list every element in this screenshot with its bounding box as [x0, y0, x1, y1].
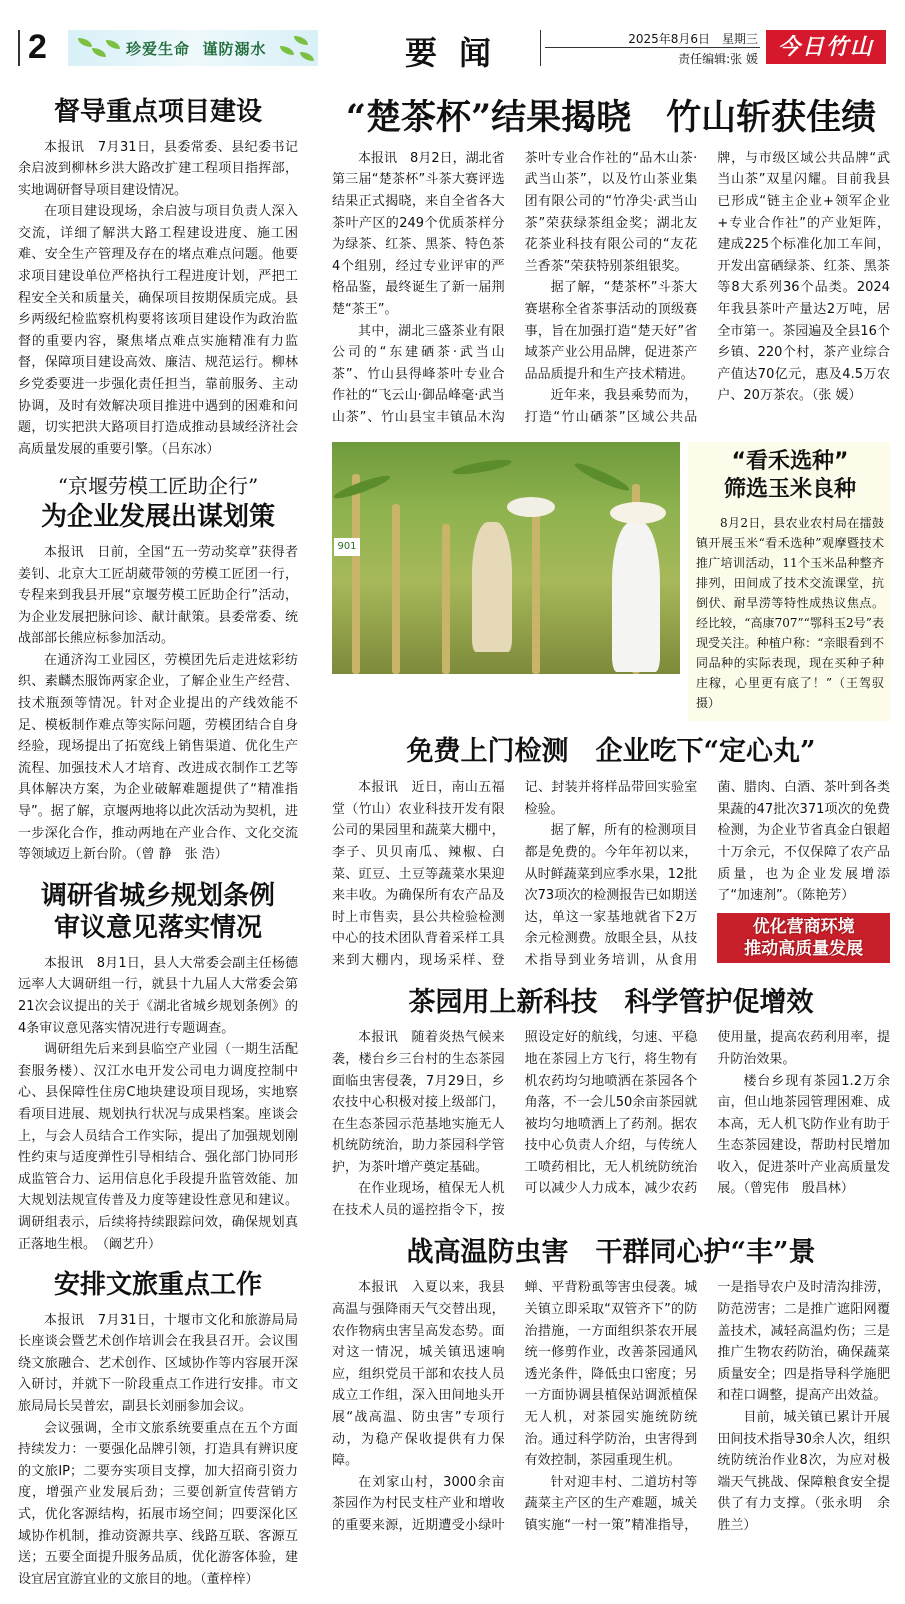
article-body — [332, 1027, 890, 1221]
corn-stalk — [352, 474, 360, 674]
article-paragraph: 在刘家山村，3000余亩茶园作为村民支柱产业和增收的重要来源，近期遭受小绿叶蝉、平背粉虱等害虫侵袭。城关镇立即采取“双管齐下”的防治措施，一方面组织茶农开展统一修剪作业，改善茶园通风透光条件，降低虫口密度；另一方面协调县植保站调派植保无人机，对茶园实施统防统治。通过科学防治，虫害得到有效控制，茶园重现生机。 — [332, 1280, 698, 1533]
article-headline: 茶园用上新科技 科学管护促增效 — [408, 986, 814, 1018]
corn-stalk — [442, 524, 450, 674]
lead-headline: “楚茶杯”结果揭晓 竹山斩获佳绩 — [345, 97, 877, 138]
article-paragraph: 本报讯 随着炎热气候来袭，楼台乡三台村的生态茶园面临虫害侵袭，7月29日，乡农技中心积极对接上级部门，在生态茶园示范基地实施无人机统防统治，助力茶园科学管护，为茶叶增产奠定基础。 — [332, 1030, 505, 1175]
corn-stalk — [392, 504, 400, 674]
article — [332, 735, 890, 971]
corn-leaf — [452, 457, 513, 477]
article-paragraph: 其中，湖北三盛茶业有限公司的“东建硒茶·武当山茶”、竹山县得峰茶叶专业合作社的“飞云山·御品峰毫·武当山茶”、竹山县宝丰镇品木沟茶叶专业合作社的“品木山茶·武当山茶”，以及竹山茶业集团有限公司的“竹净尖·武当山茶”荣获绿茶组金奖；湖北友花茶业科技有限公司的“友花兰香茶”荣获特别茶组银奖。 — [332, 150, 698, 425]
article — [18, 96, 298, 460]
article-body — [18, 1310, 298, 1591]
photo-title-line1: “看禾选种” — [731, 449, 849, 475]
article — [18, 880, 298, 1255]
safety-banner — [68, 30, 318, 66]
photo-caption: 8月2日，县农业农村局在擂鼓镇开展玉米“看禾选种”观摩暨技术推广培训活动，11个玉米品种整齐排列，田间成了技术交流课堂，抗倒伏、耐旱涝等特性成热议焦点。经比较，“高康707”“鄂科玉2号”表现受关注。种植户称：“亲眼看到不同品种的实际表现，现在买种子种庄稼，心里更有底了！”（王驾驭 摄） — [696, 516, 897, 711]
article-paragraph: 会议强调，全市文旅系统要重点在五个方面持续发力：一要强化品牌引领，打造具有辨识度的文旅IP；二要夯实项目支撑，加大招商引资力度，增强产业发展后劲；三要创新宣传营销方式，优化客源结构，拓展市场空间；四要深化区域协作机制，推动资源共享、线路互联、客源互送；五要全面提升服务品质，优化游客体验，建设宜居宜游宜业的文旅目的地。（董梓梓） — [18, 1420, 298, 1587]
article-headline: 免费上门检测 企业吃下“定心丸” — [406, 736, 816, 768]
article-body — [332, 148, 890, 429]
editor-credit: 责任编辑:张 媛 — [678, 52, 758, 66]
article-body — [332, 1277, 890, 1536]
issue-date: 2025年8月6日 星期三 — [628, 32, 758, 46]
person-figure — [612, 522, 660, 672]
article — [332, 986, 890, 1222]
article-body — [18, 953, 298, 1255]
article-paragraph: 调研组先后来到县临空产业园（一期生活配套服务楼）、汉江水电开发公司电力调度控制中心、县保障性住房C地块建设项目现场，实地察看项目进展、规划执行状况与成果档案。座谈会上，与会人员结合工作实际，提出了加强规划刚性约束与适度弹性引导相结合、强化部门协同形成监管合力、运用信息化手段提升监管效能、加大规划法规宣传普及力度等建设性意见和建议。调研组表示，后续将持续跟踪问效，确保规划真正落地生根。 （阚艺升） — [18, 1042, 298, 1252]
article-paragraph: 近年来，我县乘势而为，打造“竹山硒茶”区域公共品牌，与市级区域公共品牌“武当山茶”双星闪耀。目前我县已形成“链主企业+领军企业+专业合作社”的产业矩阵，建成225个标准化加工车间，开发出富硒绿茶、红茶、黑茶等8大系列36个品类。2024年我县茶叶产量达2万吨，居全市第一。茶园遍及全县16个乡镇、220个村，茶产业综合产值达70亿元，惠及4.5万农户、20万茶农。（张 媛） — [524, 150, 890, 425]
leaf-icon — [78, 38, 92, 47]
leaf-icon — [106, 40, 120, 49]
article-paragraph: 本报讯 7月31日，十堰市文化和旅游局局长座谈会暨艺术创作培训会在我县召开。会议围绕文旅融合、艺术创作、区域协作等内容展开深入研讨，并就下一阶段重点工作进行安排。市文旅局局长吴普宏，副县长刘丽参加会议。 — [18, 1312, 298, 1414]
article-paragraph: 据了解，所有的检测项目都是免费的。今年年初以来，从时鲜蔬菜到应季水果，12批次73项次的检测报告已如期送达，单这一家基地就省下2万余元检测费。放眼全县，从技术指导到业务培训，从食用菌、腊肉、白酒、茶叶到各类果蔬的47批次371项次的免费检测，为企业节省真金白银超十万余元，不仅保障了农产品质量，也为企业发展增添了“加速剂”。（陈艳芳） — [524, 780, 890, 968]
photo-story — [332, 442, 897, 721]
article-body — [18, 137, 298, 461]
leaf-icon — [280, 46, 294, 55]
lead-article — [332, 96, 890, 428]
corn-stalk — [532, 514, 540, 674]
article-paragraph: 本报讯 入夏以来，我县高温与强降雨天气交替出现，农作物病虫害呈高发态势。面对这一情况，城关镇迅速响应，组织党员干部和农技人员成立工作组，深入田间地头开展“战高温、防虫害”专项行动，为稳产保收提供有力保障。 — [332, 1280, 505, 1469]
article-paragraph: 在作业现场，植保无人机在技术人员的遥控指令下，按照设定好的航线，匀速、平稳地在茶园上方飞行，将生物有机农药均匀地喷洒在茶园各个角落，不一会儿50余亩茶园就被均匀地喷洒上了药剂。据农技中心负责人介绍，与传统人工喷药相比，无人机统防统治可以减少人力成本，减少农药使用量，提高农药利用率，提升防治效果。 — [332, 1030, 890, 1219]
article-headline-line2: 审议意见落实情况 — [53, 913, 262, 944]
article-paragraph: 本报讯 8月1日，县人大常委会副主任杨德远率人大调研组一行，就县十九届人大常委会第21次会议提出的关于《湖北省城乡规划条例》的4条审议意见落实情况进行专题调查。 — [18, 955, 298, 1036]
article — [18, 474, 298, 865]
leaf-icon — [300, 52, 314, 61]
article-headline-line1: 调研省城乡规划条例 — [40, 880, 275, 911]
article-headline: 督导重点项目建设 — [53, 97, 262, 127]
article — [332, 1236, 890, 1537]
article-paragraph: 目前，城关镇已累计开展田间技术指导30余人次，组织统防统治作业8次，为应对极端天气挑战、保障粮食安全提供了有力支撑。（张永明 余胜兰） — [717, 1409, 890, 1533]
article-paragraph: 楼台乡现有茶园1.2万余亩，但山地茶园管理困难、成本高，无人机飞防作业有助于生态茶园建设，帮助村民增加收入，促进茶叶产业高质量发展。（曾宪伟 殷昌林） — [717, 1073, 890, 1197]
divider — [540, 30, 541, 66]
corn-leaf — [573, 460, 632, 494]
promo-line2: 推动高质量发展 — [744, 938, 864, 959]
person-figure — [472, 522, 512, 652]
article-paragraph: 据了解，“楚茶杯”斗茶大赛堪称全省茶事活动的顶级赛事，旨在加强打造“楚天好”省域茶产业公用品牌，促进茶产品品质提升和生产技术精进。 — [524, 280, 698, 382]
leaf-icon — [92, 48, 106, 57]
newspaper-logo: 今日竹山 — [766, 30, 886, 64]
variety-sign: 901 — [334, 538, 360, 556]
photo-title-line2: 筛选玉米良种 — [723, 476, 856, 502]
straw-hat — [610, 502, 666, 524]
article-headline: 安排文旅重点工作 — [53, 1270, 262, 1301]
leaf-icon — [294, 36, 308, 45]
left-column — [18, 96, 298, 1604]
article-paragraph: 本报讯 近日，南山五福堂（竹山）农业科技开发有限公司的果园里和蔬菜大棚中，李子、贝贝南瓜、辣椒、白菜、豇豆、土豆等蔬菜水果迎来丰收。为确保所有农产品及时上市售卖，县公共检验检测中心的技术团队背着采样工具来到大棚内，现场采样、登记、封装并将样品带回实验室检验。 — [332, 780, 698, 968]
page-number: 2 — [28, 28, 47, 66]
article-paragraph: 本报讯 8月2日，湖北省第三届“楚茶杯”斗茶大赛评选结果正式揭晓，来自全省各大茶叶产区的249个优质茶样分为绿茶、红茶、黑茶、特色茶4个组别，经过专业评审的严格品鉴，最终诞生了新一届荆楚“茶王”。 — [332, 150, 505, 317]
masthead-divider — [18, 30, 20, 66]
article-paragraph: 本报讯 日前，全国“五一劳动奖章”获得者姜钊、北京大工匠胡葳带领的劳模工匠团一行，专程来到我县开展“京堰劳模工匠助企行”活动，为企业发展把脉问诊、献计献策。县委常委、统战部部长熊应标参加活动。 — [18, 544, 298, 647]
article-paragraph: 本报讯 7月31日，县委常委、县纪委书记余启波到柳林乡洪大路改扩建工程项目指挥部，实地调研督导项目建设情况。 — [18, 139, 298, 198]
straw-hat — [507, 497, 555, 517]
banner-text: 珍爱生命 谨防溺水 — [126, 40, 267, 58]
article-subtitle: “京堰劳模工匠助企行” — [57, 474, 259, 499]
divider — [545, 47, 760, 48]
article-headline: 为企业发展出谋划策 — [40, 502, 275, 533]
section-title: 要闻 — [405, 34, 514, 72]
article — [18, 1269, 298, 1590]
article-paragraph: 在通济沟工业园区，劳模团先后走进炫彩纺织、素麟杰服饰两家企业，了解企业生产经营、技术瓶颈等情况。针对企业提出的产线效能不足、模板制作难点等实际问题，劳模团结合自身经验，现场提出了拓宽线上销售渠道、优化生产流程、加强技术人才培育、改进成衣制作工艺等具体解决方案，为企业破解难题提供了“精准指导”。据了解，京堰两地将以此次活动为契机，进一步深化合作，推动两地在产业合作、文化交流等领域迈上新台阶。（曾 静 张 浩） — [18, 652, 298, 863]
photo-caption-box — [688, 442, 897, 721]
corn-field-photo — [332, 442, 680, 674]
article-paragraph: 针对迎丰村、二道坊村等蔬菜主产区的生产难题，城关镇实施“一村一策”精准指导，一是指导农户及时清沟排涝，防范涝害；二是推广遮阳网覆盖技术，减轻高温灼伤；三是推广生物农药防治，确保蔬菜质量安全；四是指导科学施肥和茬口调整，提高产出效益。 — [524, 1280, 890, 1533]
article-body — [332, 777, 890, 971]
promo-line1: 优化营商环境 — [752, 916, 855, 937]
article-paragraph: 在项目建设现场，余启波与项目负责人深入交流，详细了解洪大路工程建设进度、施工困难、安全生产管理及存在的堵点难点问题。他要求项目建设单位严格执行工程进度计划，严把工程安全关和质量关，确保项目按期保质完成。县乡两级纪检监察机构要将该项目建设作为政治监督的重要内容，聚焦堵点难点实施精准有力监督，保障项目建设高效、廉洁、规范运行。柳林乡党委要进一步强化责任担当，靠前服务、主动协调，及时有效解决项目推进中遇到的困难和问题，切实把洪大路项目打造成推动县域经济社会高质量发展的重要引擎。（吕东冰） — [18, 204, 298, 457]
right-column — [332, 96, 897, 1551]
promo-banner — [717, 913, 890, 963]
article-headline: 战高温防虫害 干群同心护“丰”景 — [406, 1236, 816, 1268]
corn-leaf — [332, 473, 392, 503]
article-body — [18, 542, 298, 866]
